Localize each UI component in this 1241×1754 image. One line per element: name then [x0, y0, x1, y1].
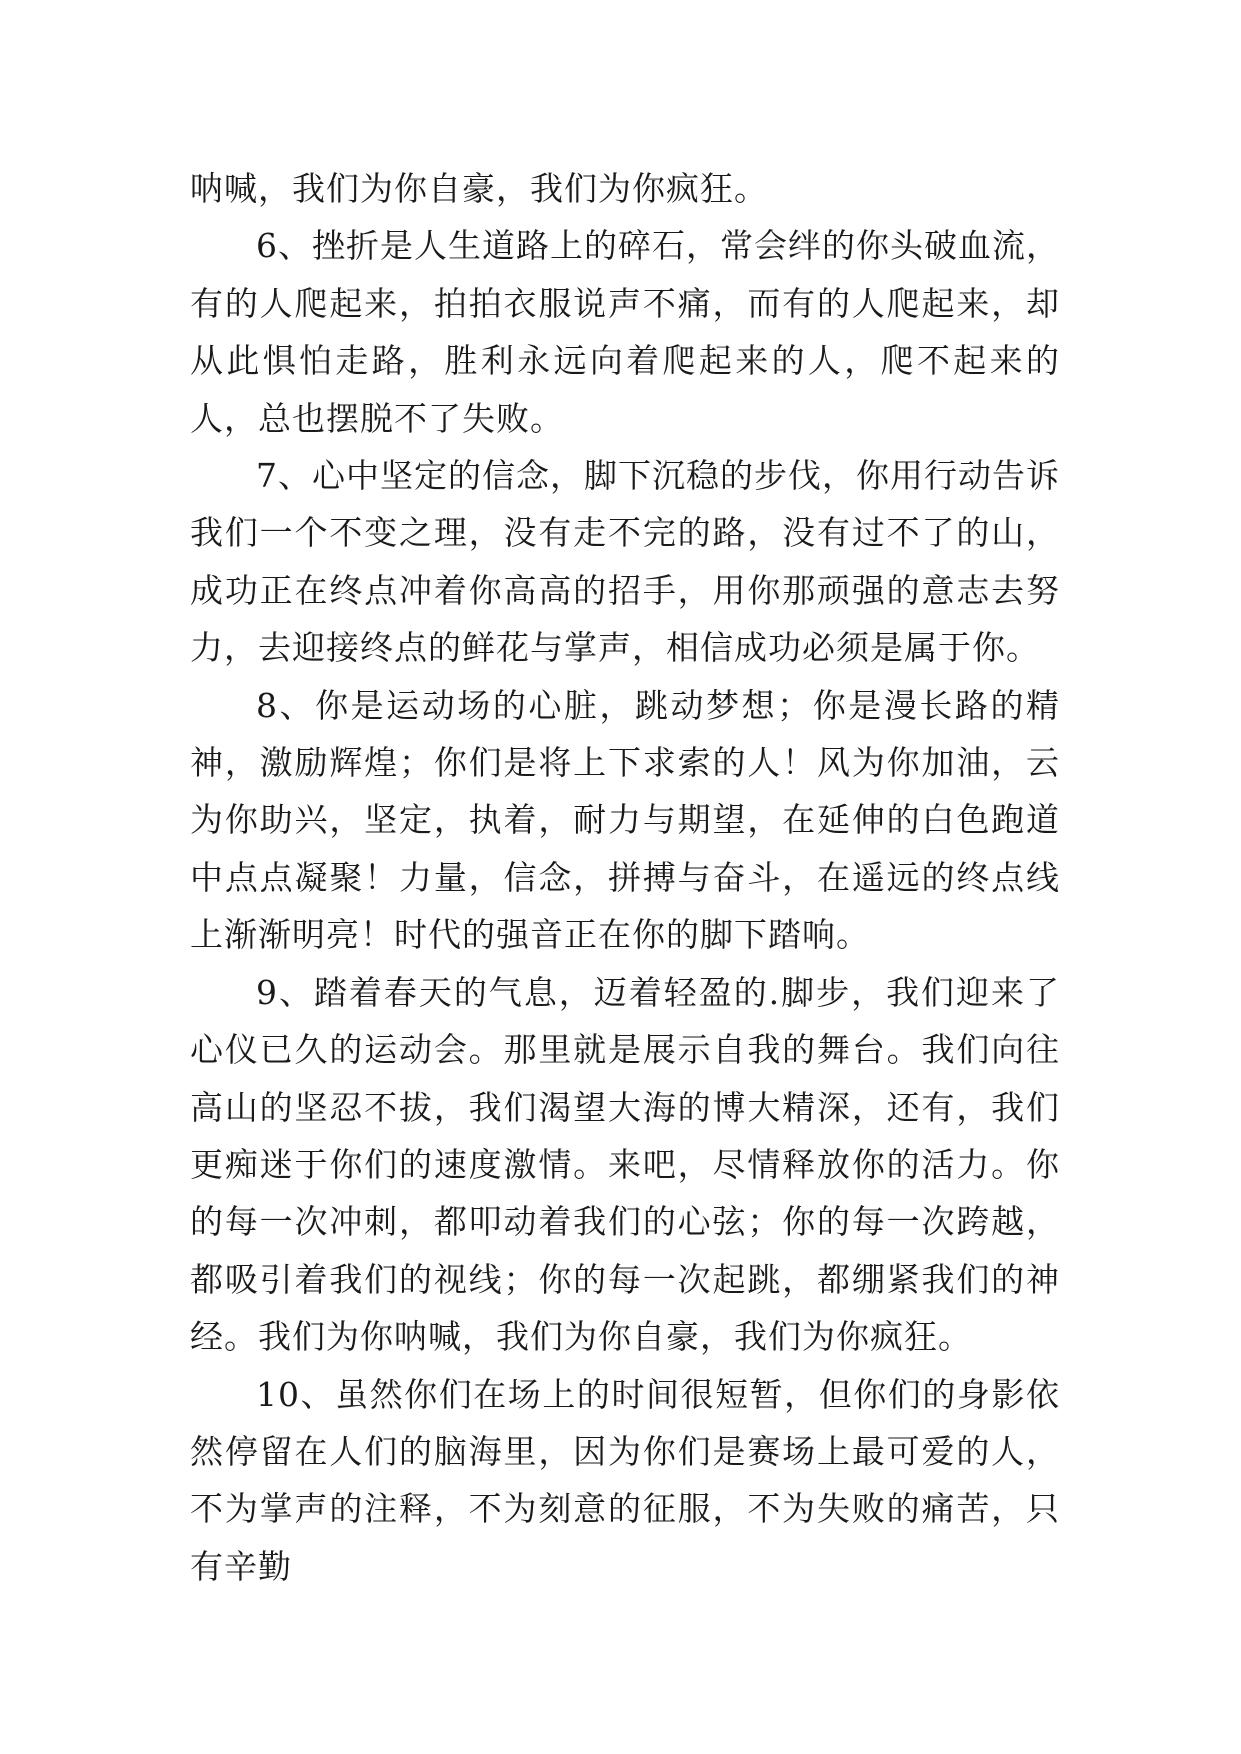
paragraph-continuation: 呐喊，我们为你自豪，我们为你疯狂。 — [190, 169, 768, 208]
paragraph-8: 8、你是运动场的心脏，跳动梦想；你是漫长路的精神，激励辉煌；你们是将上下求索的人！风为你加油，云为你助兴，坚定，执着，耐力与期望，在延伸的白色跑道中点点凝聚！力量，信念，拼搏与奋斗，在遥远的终点线上渐渐明亮！时代的强音正在你的脚下踏响。 — [190, 685, 1060, 955]
paragraph-10: 10、虽然你们在场上的时间很短暂，但你们的身影依然停留在人们的脑海里，因为你们是赛场上最可爱的人，不为掌声的注释，不为刻意的征服，不为失败的痛苦，只有辛勤 — [190, 1374, 1060, 1586]
paragraph-6: 6、挫折是人生道路上的碎石，常会绊的你头破血流，有的人爬起来，拍拍衣服说声不痛，而有的人爬起来，却从此惧怕走路，胜利永远向着爬起来的人，爬不起来的人，总也摆脱不了失败。 — [190, 226, 1060, 438]
body-text — [190, 160, 1060, 1595]
paragraph-7: 7、心中坚定的信念，脚下沉稳的步伐，你用行动告诉我们一个不变之理，没有走不完的路，没有过不了的山，成功正在终点冲着你高高的招手，用你那顽强的意志去努力，去迎接终点的鲜花与掌声，相信成功必须是属于你。 — [190, 456, 1060, 668]
paragraph-9: 9、踏着春天的气息，迈着轻盈的.脚步，我们迎来了心仪已久的运动会。那里就是展示自我的舞台。我们向往高山的坚忍不拔，我们渴望大海的博大精深，还有，我们更痴迷于你们的速度激情。来吧，尽情释放你的活力。你的每一次冲刺，都叩动着我们的心弦；你的每一次跨越，都吸引着我们的视线；你的每一次起跳，都绷紧我们的神经。我们为你呐喊，我们为你自豪，我们为你疯狂。 — [190, 972, 1060, 1357]
